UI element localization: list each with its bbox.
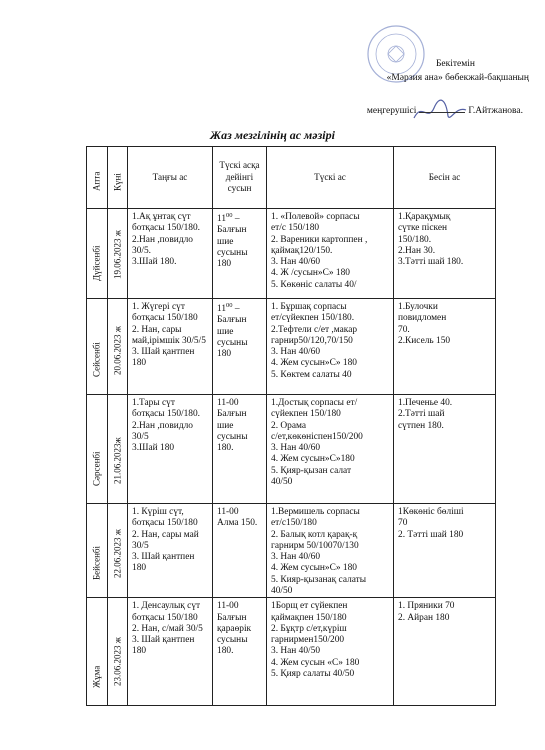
menu-line: 2.Нан 30. [398,245,436,256]
menu-line: 4. Жем сусын»С» 180 [271,358,357,369]
menu-line: 4. Жем сусын»С» 180 [271,563,357,574]
snack-cell [394,598,496,706]
menu-line: сүтке піскен [398,223,448,234]
menu-line: сусыны [217,337,248,348]
menu-line: 3. Нан 40/60 [271,347,321,358]
menu-line: 1.Ақ ұнтақ сүт [132,212,191,222]
menu-line: ботқасы 150/180 [132,518,198,529]
menu-line: 1. Күріш сүт, [132,507,184,517]
menu-line: гарнирмен150/200 [271,635,345,646]
menu-line: 11-00 [217,507,239,517]
menu-line: 1.Достық сорпасы ет/ [271,398,358,408]
date-cell: 19.06.2023 ж [108,209,128,299]
pre-lunch-cell [213,299,267,395]
menu-line: 1.Вермишель сорпасы [271,507,360,517]
menu-line: 1. Жүгері сүт [132,302,185,312]
date-cell: 22.06.2023 ж [108,504,128,598]
pre-lunch-cell [213,209,267,299]
menu-line: 2. Нан, сары [132,324,182,335]
table-row [87,598,496,706]
menu-line: 2. Айран 180 [398,612,450,623]
menu-line: 1. Денсаулық сүт [132,601,201,612]
menu-line: 5. Қияр салаты 40/50 [271,668,355,679]
menu-line: 180. [217,646,234,657]
weekday-cell: Сейсенбі [87,299,108,395]
menu-line: 180. [217,443,234,454]
weekday-cell: Бейсенбі [87,504,108,598]
menu-line: 11-00 [217,398,239,408]
menu-line: 180 [132,646,147,657]
menu-line: $11^{00}$ – [217,212,240,225]
pre-lunch-cell [213,504,267,598]
menu-line: 3. Шай қантпен [132,347,195,358]
menu-line: Алма 150. [217,518,258,529]
approval-heading: Бекітемін [435,59,475,69]
menu-line: 2. Тәтті шай 180 [398,529,464,540]
menu-line: 150/180. [398,234,432,245]
menu-line: Балғын [217,225,247,236]
menu-line: 2. Вареники картоппен , [271,234,368,245]
menu-line: 180 [217,259,232,270]
pre-lunch-cell [213,395,267,504]
lunch-cell [267,598,394,706]
menu-line: 70 [398,518,408,529]
header-day: Күні [108,147,128,209]
menu-line: $11^{00}$ – [217,302,240,315]
menu-line: 2.Нан ,повидло [132,234,193,245]
menu-line: 2.Нан ,повидло [132,420,193,431]
snack-cell [394,299,496,395]
menu-line: шие [217,236,234,247]
menu-line: 40/50 [271,476,293,487]
table-header-row [87,147,496,209]
menu-line: ботқасы 150/180 [132,612,198,623]
menu-line: 3. Нан 40/60 [271,552,321,563]
header-pre-lunch-drink: Түскі асқа дейінгі сусын [213,147,267,209]
date-cell: 21.06.2023ж [108,395,128,504]
signature-line [419,112,465,113]
menu-line: ботқасы 150/180 [132,313,198,324]
menu-line: 2. Орама [271,420,307,431]
menu-line: шие [217,326,234,337]
table-row [87,504,496,598]
menu-line: 3.Шай 180 [132,443,175,454]
snack-cell [394,209,496,299]
approval-name: Г.Айтжанова. [468,106,523,116]
menu-line: повидломен [398,313,447,324]
menu-line: 4. Жем сусын»С»180 [271,454,355,465]
menu-line: 180 [132,358,147,369]
breakfast-cell [128,299,213,395]
menu-line: ет/с 150/180 [271,223,320,234]
menu-line: Балғын [217,409,247,420]
snack-cell [394,395,496,504]
menu-line: 180 [217,349,232,360]
breakfast-cell [128,209,213,299]
weekday-cell: Жұма [87,598,108,706]
menu-line: 180 [132,563,147,574]
menu-line: май,ірімшік 30/5/5 [132,335,206,346]
menu-line: сусыны [217,635,248,646]
menu-line: 2.Кисель 150 [398,335,451,346]
menu-line: сусыны [217,431,248,442]
menu-line: 40/50 [271,585,293,596]
menu-line: гарнирм 50/10070/130 [271,540,359,551]
menu-line: шие [217,420,234,431]
menu-line: 3. Шай қантпен [132,635,195,646]
date-cell: 23.06.2023 ж [108,598,128,706]
pre-lunch-cell [213,598,267,706]
approval-position: меңгерушісі [366,106,417,116]
page-title: Жаз мезгілінің ас мәзірі [210,128,335,142]
table-row [87,299,496,395]
menu-line: сүйекпен 150/180 [271,409,341,420]
approval-organization: «Мәрзия ана» бөбекжай-бақшаның [386,73,529,83]
approval-block [330,58,535,128]
menu-line: 3. Нан 40/60 [271,443,321,454]
menu-line: 5. Көктем салаты 40 [271,369,352,380]
weekday-cell: Дүйсенбі [87,209,108,299]
menu-line: қаймақпен 150/180 [271,612,347,623]
approval-signatory [367,105,523,118]
menu-line: 30/5 [132,540,149,551]
weekday-cell: Сәрсенбі [87,395,108,504]
menu-line: қаймақ120/150. [271,245,333,256]
menu-line: с/ет,көкөніспен150/200 [271,431,363,442]
menu-line: 2.Тәтті шай [398,409,445,420]
menu-line: 3.Тәтті шай 180. [398,257,464,268]
breakfast-cell [128,598,213,706]
menu-line: Балғын [217,612,247,623]
header-week: Апта [87,147,108,209]
menu-line: 1.Тары сүт [132,398,175,408]
menu-line: Балғын [217,315,247,326]
menu-line: 4. Жем сусын «С» 180 [271,657,360,668]
menu-line: ет/с150/180 [271,518,317,529]
menu-line: 3. Нан 40/50 [271,646,321,657]
breakfast-cell [128,395,213,504]
table-row [87,209,496,299]
menu-line: ботқасы 150/180. [132,409,201,420]
menu-line: 4. Ж /сусын»С» 180 [271,268,350,279]
menu-line: 5. Кияр-қызанақ салаты [271,574,367,585]
menu-line: 70. [398,324,410,335]
menu-line: 1Көкөніс бөліші [398,507,464,517]
date-cell: 20.06.2023 ж [108,299,128,395]
menu-line: 5. Қияр-қызан салат [271,465,352,476]
snack-cell [394,504,496,598]
menu-line: 1. Пряники 70 [398,601,455,612]
menu-line: 2. Нан, с/май 30/5 [132,623,203,634]
menu-line: 5. Көкөніс салаты 40/ [271,279,357,290]
menu-line: 1.Қарақұмық [398,212,451,222]
menu-line: 1.Печенье 40. [398,398,453,408]
menu-line: 1. Бұршақ сорпасы [271,302,347,312]
menu-line: 2. Нан, сары май [132,529,199,540]
menu-line: 2.Тефтели с/ет ,макар [271,324,358,335]
menu-line: гарнир50/120,70/150 [271,335,353,346]
lunch-cell [267,209,394,299]
header-breakfast: Таңғы ас [128,147,213,209]
menu-line: сүтпен 180. [398,420,444,431]
header-lunch: Түскі ас [267,147,394,209]
table-row [87,395,496,504]
menu-line: 1.Булочки [398,302,438,312]
menu-line: ет/сүйекпен 150/180. [271,313,355,324]
menu-line: 1. «Полевой» сорпасы [271,212,360,222]
menu-line: 3. Шай қантпен [132,552,195,563]
menu-line: 30/5. [132,245,152,256]
menu-table [86,146,496,706]
menu-line: 3.Шай 180. [132,257,177,268]
menu-line: ботқасы 150/180. [132,223,201,234]
lunch-cell [267,504,394,598]
menu-line: 3. Нан 40/60 [271,257,321,268]
menu-line: қараөрік [217,623,252,634]
menu-line: сусыны [217,247,248,258]
menu-line: 1Борщ ет сүйекпен [271,601,348,612]
menu-line: 2. Бұқтр с/ет,күріш [271,623,347,634]
lunch-cell [267,299,394,395]
menu-line: 30/5 [132,431,149,442]
header-snack: Бесін ас [394,147,496,209]
menu-line: 11-00 [217,601,239,612]
lunch-cell [267,395,394,504]
menu-line: 2. Балық котл қарақ-қ [271,529,358,540]
breakfast-cell [128,504,213,598]
